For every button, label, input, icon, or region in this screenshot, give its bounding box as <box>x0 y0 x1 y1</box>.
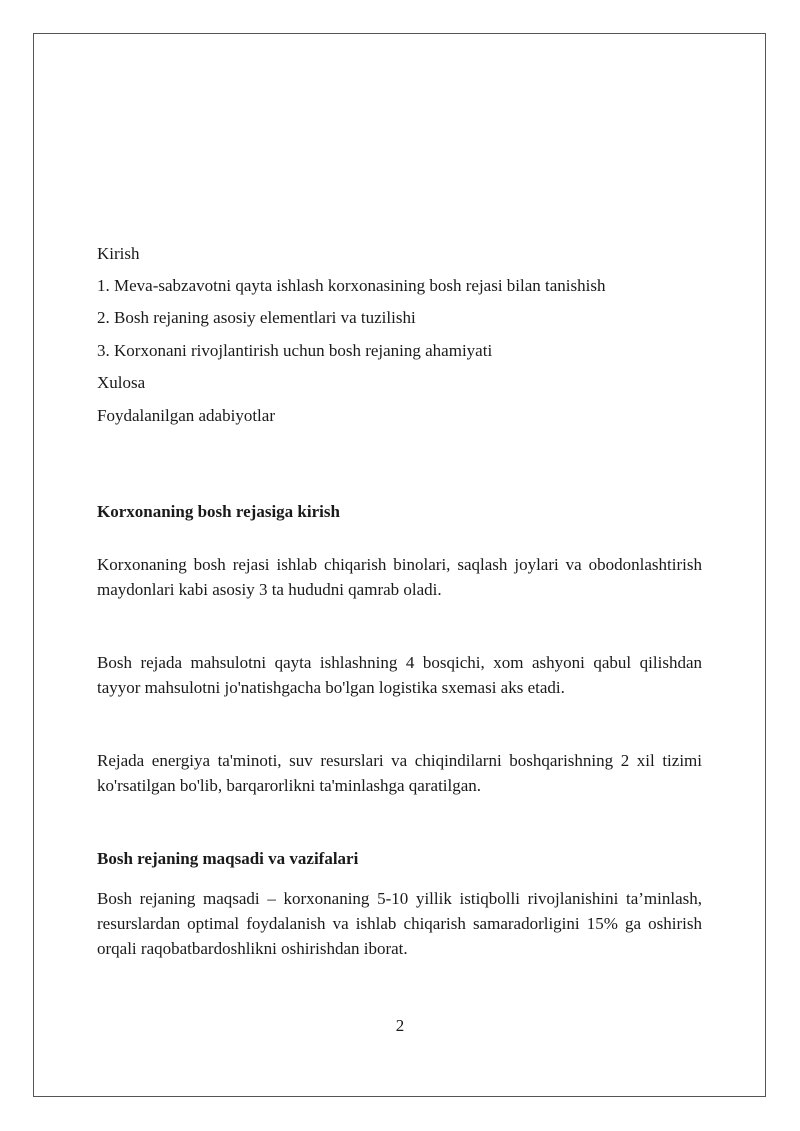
toc-item-introduction: Kirish <box>97 244 140 263</box>
toc-item-chapter-3: 3. Korxonani rivojlantirish uchun bosh rejaning ahamiyati <box>97 341 493 360</box>
paragraph: Bosh rejada mahsulotni qayta ishlashning 4 bosqichi, xom ashyoni qabul qilishdan tayyor mahsulotni jo'natishgacha bo'lgan logistika sxemasi aks etadi. <box>97 653 702 697</box>
section-heading: Korxonaning bosh rejasiga kirish <box>97 502 340 521</box>
toc-item-chapter-2: 2. Bosh rejaning asosiy elementlari va tuzilishi <box>97 308 416 327</box>
paragraph: Korxonaning bosh rejasi ishlab chiqarish binolari, saqlash joylari va obodonlashtirish maydonlari kabi asosiy 3 ta hududni qamrab oladi. <box>97 555 702 599</box>
paragraph: Bosh rejaning maqsadi – korxonaning 5-10 yillik istiqbolli rivojlanishini ta’minlash, resurslardan optimal foydalanish va ishlab chiqarish samaradorligini 15% ga oshirish orqali raqobatbardoshlikni oshirishdan iborat. <box>97 889 702 958</box>
paragraph: Rejada energiya ta'minoti, suv resurslari va chiqindilarni boshqarishning 2 xil tizimi ko'rsatilgan bo'lib, barqarorlikni ta'minlashga qaratilgan. <box>97 751 702 795</box>
toc-item-conclusion: Xulosa <box>97 373 146 392</box>
toc-item-references: Foydalanilgan adabiyotlar <box>97 406 275 425</box>
toc-item-chapter-1: 1. Meva-sabzavotni qayta ishlash korxonasining bosh rejasi bilan tanishish <box>97 276 606 295</box>
section-heading: Bosh rejaning maqsadi va vazifalari <box>97 849 359 868</box>
page-number: 2 <box>395 1016 405 1035</box>
